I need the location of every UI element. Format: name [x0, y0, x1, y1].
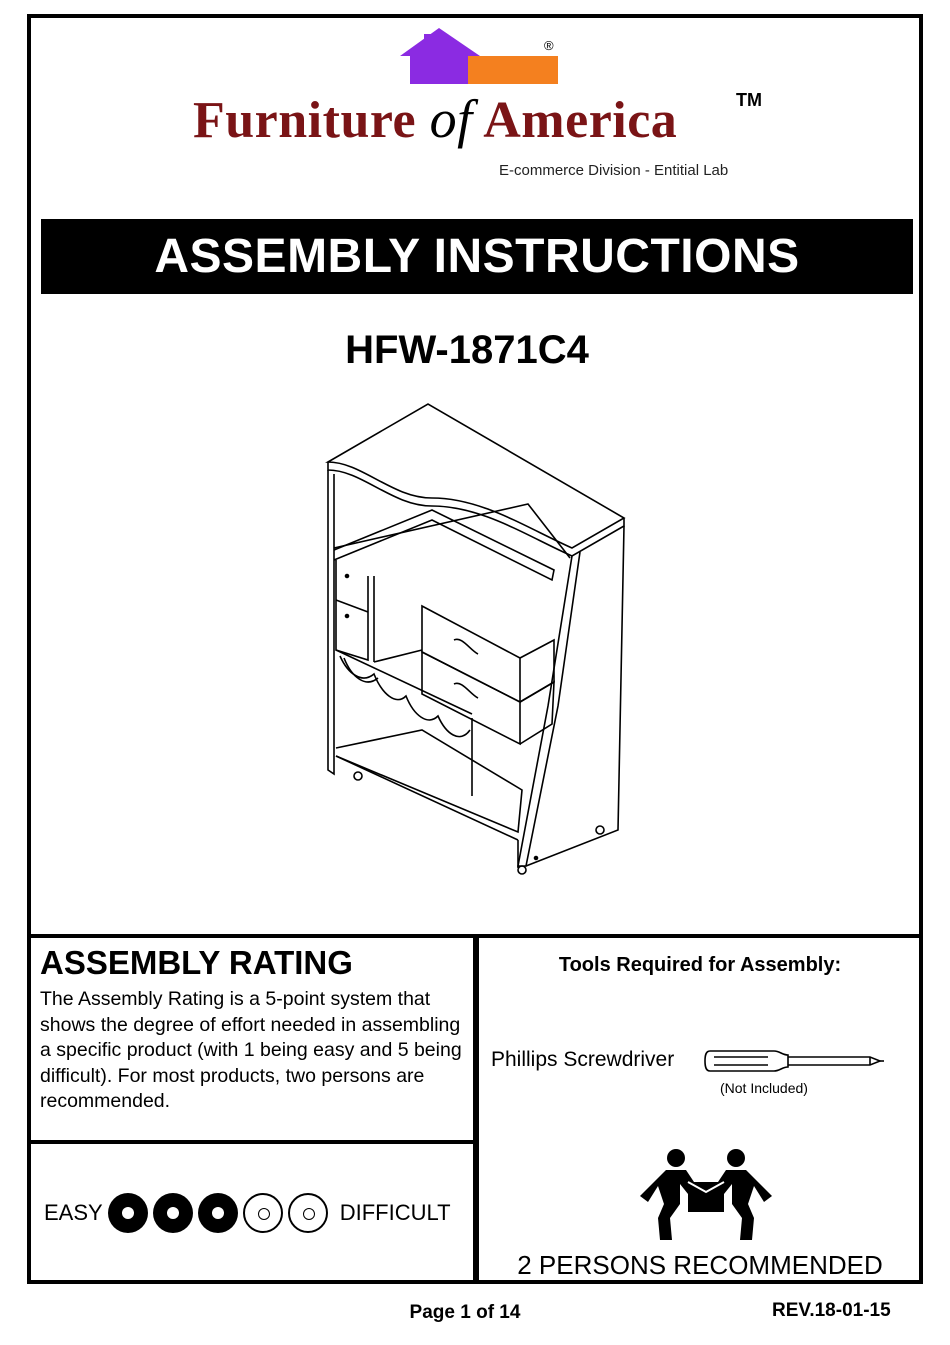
tool-name: Phillips Screwdriver: [491, 1048, 675, 1071]
wine-cabinet-illustration: [322, 400, 632, 880]
rating-dot-3: [198, 1193, 238, 1233]
rating-description: The Assembly Rating is a 5-point system that shows the degree of effort needed in assembling a specific product (with 1 being easy and 5 being difficult). For most products, two persons are recommended.: [40, 988, 462, 1112]
rating-dot-5: [288, 1193, 328, 1233]
brand-name-suffix: America: [472, 92, 678, 149]
rating-dot-1: [108, 1193, 148, 1233]
rating-dot-2: [153, 1193, 193, 1233]
column-divider: [473, 934, 479, 1284]
document-title: ASSEMBLY INSTRUCTIONS: [41, 219, 913, 294]
scale-difficult-label: DIFFICULT: [339, 1200, 451, 1225]
screwdriver-icon: [704, 1043, 886, 1079]
two-persons-lifting-icon: [640, 1148, 772, 1240]
rating-divider: [29, 1140, 475, 1144]
revision-number: REV.18-01-15: [772, 1300, 891, 1321]
trademark-mark: TM: [736, 90, 762, 110]
tools-title: Tools Required for Assembly:: [558, 954, 842, 976]
scale-easy-label: EASY: [44, 1200, 103, 1225]
model-number: HFW-1871C4: [345, 328, 589, 372]
brand-logo-house-icon: [398, 28, 560, 88]
rating-title: ASSEMBLY RATING: [40, 944, 353, 981]
brand-name-of: of: [429, 89, 473, 149]
persons-recommended: 2 PERSONS RECOMMENDED: [517, 1250, 883, 1280]
registered-mark: ®: [544, 38, 554, 53]
tool-note: (Not Included): [720, 1080, 808, 1096]
rating-scale: [44, 1190, 451, 1236]
division-text: E-commerce Division - Entitial Lab: [499, 162, 729, 179]
brand-name: [193, 88, 677, 150]
brand-name-prefix: Furniture: [193, 92, 430, 149]
page-number: Page 1 of 14: [409, 1302, 521, 1323]
rating-dot-4: [243, 1193, 283, 1233]
